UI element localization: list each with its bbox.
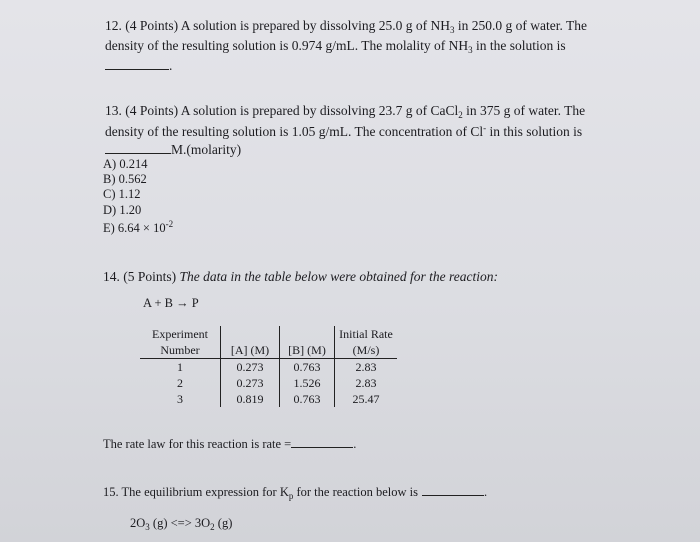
q14-rate-table xyxy=(140,326,397,407)
row3-a: 0.819 xyxy=(221,391,280,407)
row2-b: 1.526 xyxy=(280,375,335,391)
table-row xyxy=(140,359,397,376)
row2-a: 0.273 xyxy=(221,375,280,391)
q13-option-e: E) $6.64 \times 10^{-2}$ xyxy=(103,219,174,235)
row3-b: 0.763 xyxy=(280,391,335,407)
table-row xyxy=(140,375,397,391)
q12-line2: density of the resulting solution is 0.974 g/mL. The molality of $NH_3$ in the solution is xyxy=(105,38,566,55)
header-number: Number xyxy=(160,342,200,357)
row2-rate: 2.83 xyxy=(335,375,398,391)
row1-a: 0.273 xyxy=(221,359,280,376)
q13-option-b: B) 0.562 xyxy=(103,172,147,186)
q12-answer-blank: . xyxy=(105,58,172,74)
header-initial-rate: Initial Rate xyxy=(335,326,398,342)
q13-option-a: A) 0.214 xyxy=(103,157,148,171)
header-experiment: Experiment xyxy=(152,326,208,341)
q13-option-d: D) 1.20 xyxy=(103,203,142,217)
header-conc-b: [B] (M) xyxy=(280,342,335,359)
row2-exp: 2 xyxy=(177,375,183,390)
q14-reaction: A + B → P xyxy=(143,296,199,310)
q13-unit-line: M.(molarity) xyxy=(105,142,241,158)
q13-line1: 13. (4 Points) A solution is prepared by dissolving 23.7 g of CaCl$_2$ in 375 g of water. The xyxy=(105,103,586,120)
q14-rate-law: The rate law for this reaction is rate = . xyxy=(103,437,357,451)
table-row xyxy=(140,391,397,407)
header-conc-a: [A] (M) xyxy=(221,342,280,359)
q13-option-c: C) 1.12 xyxy=(103,187,141,201)
q15-prompt: 15. The equilibrium expression for $K_p$ for the reaction below is . xyxy=(103,485,488,501)
q14-intro: 14. (5 Points) The data in the table below were obtained for the reaction: xyxy=(103,269,498,284)
row1-b: 0.763 xyxy=(280,359,335,376)
row3-rate: 25.47 xyxy=(335,391,398,407)
header-rate-units: (M/s) xyxy=(335,342,398,359)
q13-line2: density of the resulting solution is 1.05 g/mL. The concentration of Cl- in this solution is xyxy=(105,123,583,139)
row1-exp: 1 xyxy=(177,359,183,374)
row3-exp: 3 xyxy=(177,391,183,406)
row1-rate: 2.83 xyxy=(335,359,398,376)
q12-line1: 12. (4 Points) A solution is prepared by dissolving 25.0 g of $NH_3$ in 250.0 g of water. The xyxy=(105,18,587,35)
q15-reaction: $2O_3$ (g) <=> $3O_2$ (g) xyxy=(130,516,233,532)
